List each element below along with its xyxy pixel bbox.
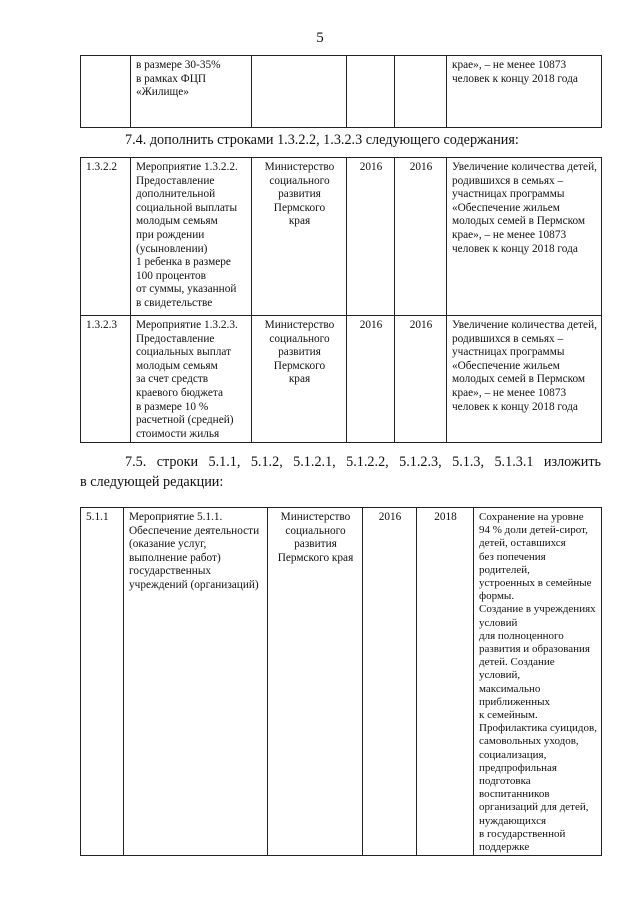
row-end-year: [395, 56, 447, 128]
table-row: [81, 158, 602, 316]
table-row: [81, 56, 602, 128]
row-result: Увеличение количества детей, родившихся в семьях – участницах программы «Обеспечение жильем молодых семей в Пермском крае», – не менее 10873 человек к концу 2018 года: [447, 158, 602, 316]
row-code: 5.1.1: [81, 508, 124, 856]
row-code: 1.3.2.2: [81, 158, 131, 316]
row-description: Мероприятие 1.3.2.2. Предоставление дополнительной социальной выплаты молодым семьям при рождении (усыновлении) 1 ребенка в размере 100 процентов от суммы, указанной в свидетельстве: [131, 158, 252, 316]
table-7-5: [80, 507, 602, 856]
row-start-year: 2016: [347, 316, 395, 443]
continuation-table: [80, 55, 602, 128]
row-end-year: 2016: [395, 158, 447, 316]
page-number: 5: [316, 30, 324, 46]
row-result: Сохранение на уровне 94 % доли детей-сирот, детей, оставшихся без попечения родителей, устроенных в семейные формы. Создание в учреждениях условий для полноценного развития и образования детей. Создание условий, максимально приближенных к семейным. Профилактика суицидов, самовольных уходов, социализация, предпрофильная подготовка воспитанников организаций для детей, нуждающихся в государственной поддержке: [474, 508, 602, 856]
row-result: крае», – не менее 10873 человек к концу 2018 года: [447, 56, 602, 128]
row-end-year: 2018: [417, 508, 474, 856]
row-description: Мероприятие 5.1.1. Обеспечение деятельности (оказание услуг, выполнение работ) государственных учреждений (организаций): [124, 508, 268, 856]
table-row: [81, 508, 602, 856]
row-code: [81, 56, 131, 128]
row-description: в размере 30-35% в рамках ФЦП «Жилище»: [131, 56, 252, 128]
section-7-5-heading-line1: 7.5. строки 5.1.1, 5.1.2, 5.1.2.1, 5.1.2.2, 5.1.2.3, 5.1.3, 5.1.3.1 изложить: [125, 454, 601, 470]
row-executor: Министерство социального развития Пермского края: [252, 316, 347, 443]
section-7-5-heading-line2: в следующей редакции:: [80, 474, 224, 490]
row-description: Мероприятие 1.3.2.3. Предоставление социальных выплат молодым семьям за счет средств краевого бюджета в размере 10 % расчетной (средней) стоимости жилья: [131, 316, 252, 443]
row-start-year: 2016: [347, 158, 395, 316]
table-row: [81, 316, 602, 443]
row-executor: Министерство социального развития Пермского края: [252, 158, 347, 316]
section-7-4-heading: 7.4. дополнить строками 1.3.2.2, 1.3.2.3 следующего содержания:: [125, 132, 519, 148]
row-start-year: 2016: [363, 508, 417, 856]
row-end-year: 2016: [395, 316, 447, 443]
row-executor: Министерство социального развития Пермского края: [268, 508, 363, 856]
row-start-year: [347, 56, 395, 128]
row-result: Увеличение количества детей, родившихся в семьях – участницах программы «Обеспечение жильем молодых семей в Пермском крае», – не менее 10873 человек к концу 2018 года: [447, 316, 602, 443]
row-code: 1.3.2.3: [81, 316, 131, 443]
table-7-4: [80, 157, 602, 443]
row-executor: [252, 56, 347, 128]
